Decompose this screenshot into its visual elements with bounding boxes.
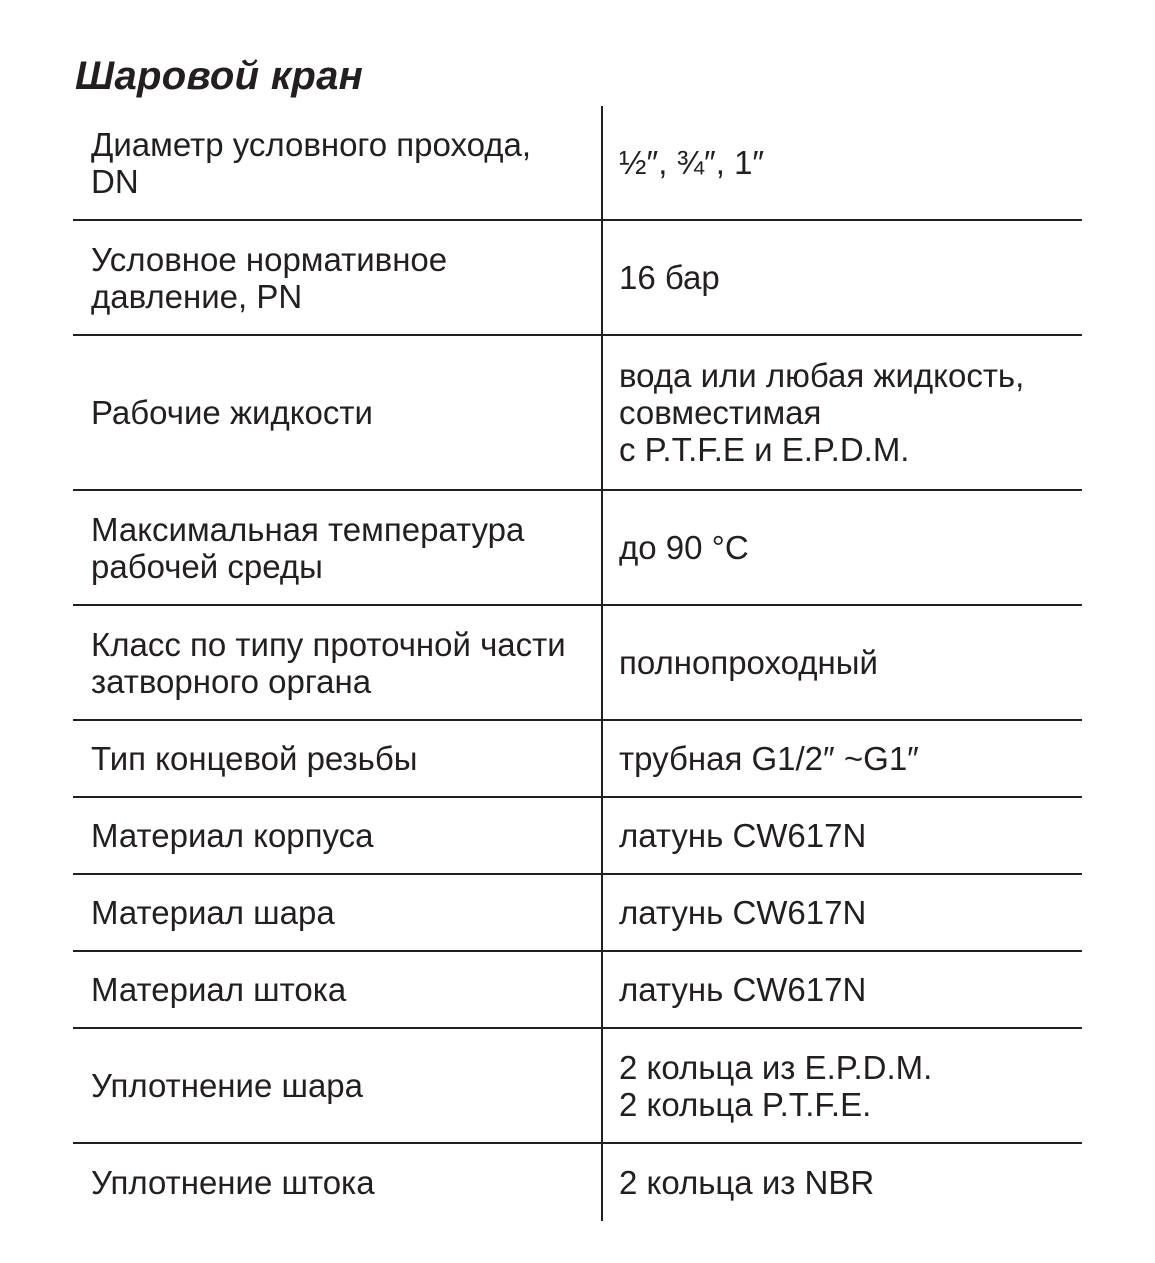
row-value [603,1029,1082,1142]
value-line: латунь CW617N [619,894,867,931]
table-row [73,875,1082,952]
table-row [73,1144,1082,1221]
value-line: 2 кольца из NBR [619,1164,875,1201]
row-value [603,1144,1082,1221]
label-line: рабочей среды [91,547,323,585]
value-line: полнопроходный [619,644,878,681]
row-label [73,606,603,719]
row-label [73,336,603,489]
row-value [603,875,1082,950]
row-label [73,798,603,873]
table-row [73,336,1082,491]
table-row [73,1029,1082,1144]
row-value [603,952,1082,1027]
label-line: Материал штока [91,971,347,1008]
table-row [73,952,1082,1029]
page-title: Шаровой кран [75,54,364,98]
row-value [603,106,1082,219]
value-line: 2 кольца P.T.F.E. [619,1085,872,1123]
table-row [73,606,1082,721]
value-line: латунь CW617N [619,971,867,1008]
value-line: 16 бар [619,259,720,296]
value-line: 2 кольца из E.P.D.M. [619,1048,933,1086]
label-line: Уплотнение шара [91,1067,364,1104]
table-row [73,221,1082,336]
table-row [73,721,1082,798]
row-value [603,336,1082,489]
row-value [603,606,1082,719]
value-line: с P.T.F.E и E.P.D.M. [619,431,910,468]
label-line: Тип концевой резьбы [91,740,418,777]
label-line: затворного органа [91,662,372,700]
value-line: до 90 °C [619,529,749,566]
row-label [73,1144,603,1221]
label-line: Материал корпуса [91,817,374,854]
row-value [603,721,1082,796]
label-line: Класс по типу проточной части [91,625,566,663]
row-label [73,952,603,1027]
row-label [73,221,603,334]
label-line: Условное нормативное [91,240,448,278]
row-label [73,721,603,796]
row-label [73,875,603,950]
row-value [603,798,1082,873]
label-line: Диаметр условного прохода, [91,125,532,163]
value-line: совместимая [619,394,822,431]
label-line: Максимальная температура [91,510,525,548]
label-line: Рабочие жидкости [91,394,373,431]
row-label [73,1029,603,1142]
value-line: латунь CW617N [619,817,867,854]
row-value [603,491,1082,604]
table-row [73,106,1082,221]
value-line: трубная G1/2″ ~G1″ [619,740,919,777]
label-line: Уплотнение штока [91,1164,375,1201]
label-line: давление, PN [91,277,303,315]
label-line: Материал шара [91,894,335,931]
row-label [73,491,603,604]
label-line: DN [91,162,139,200]
row-value [603,221,1082,334]
value-line: ½″, ¾″, 1″ [619,144,765,181]
table-row [73,798,1082,875]
value-line: вода или любая жидкость, [619,357,1025,394]
spec-table [73,106,1082,1221]
table-row [73,491,1082,606]
row-label [73,106,603,219]
